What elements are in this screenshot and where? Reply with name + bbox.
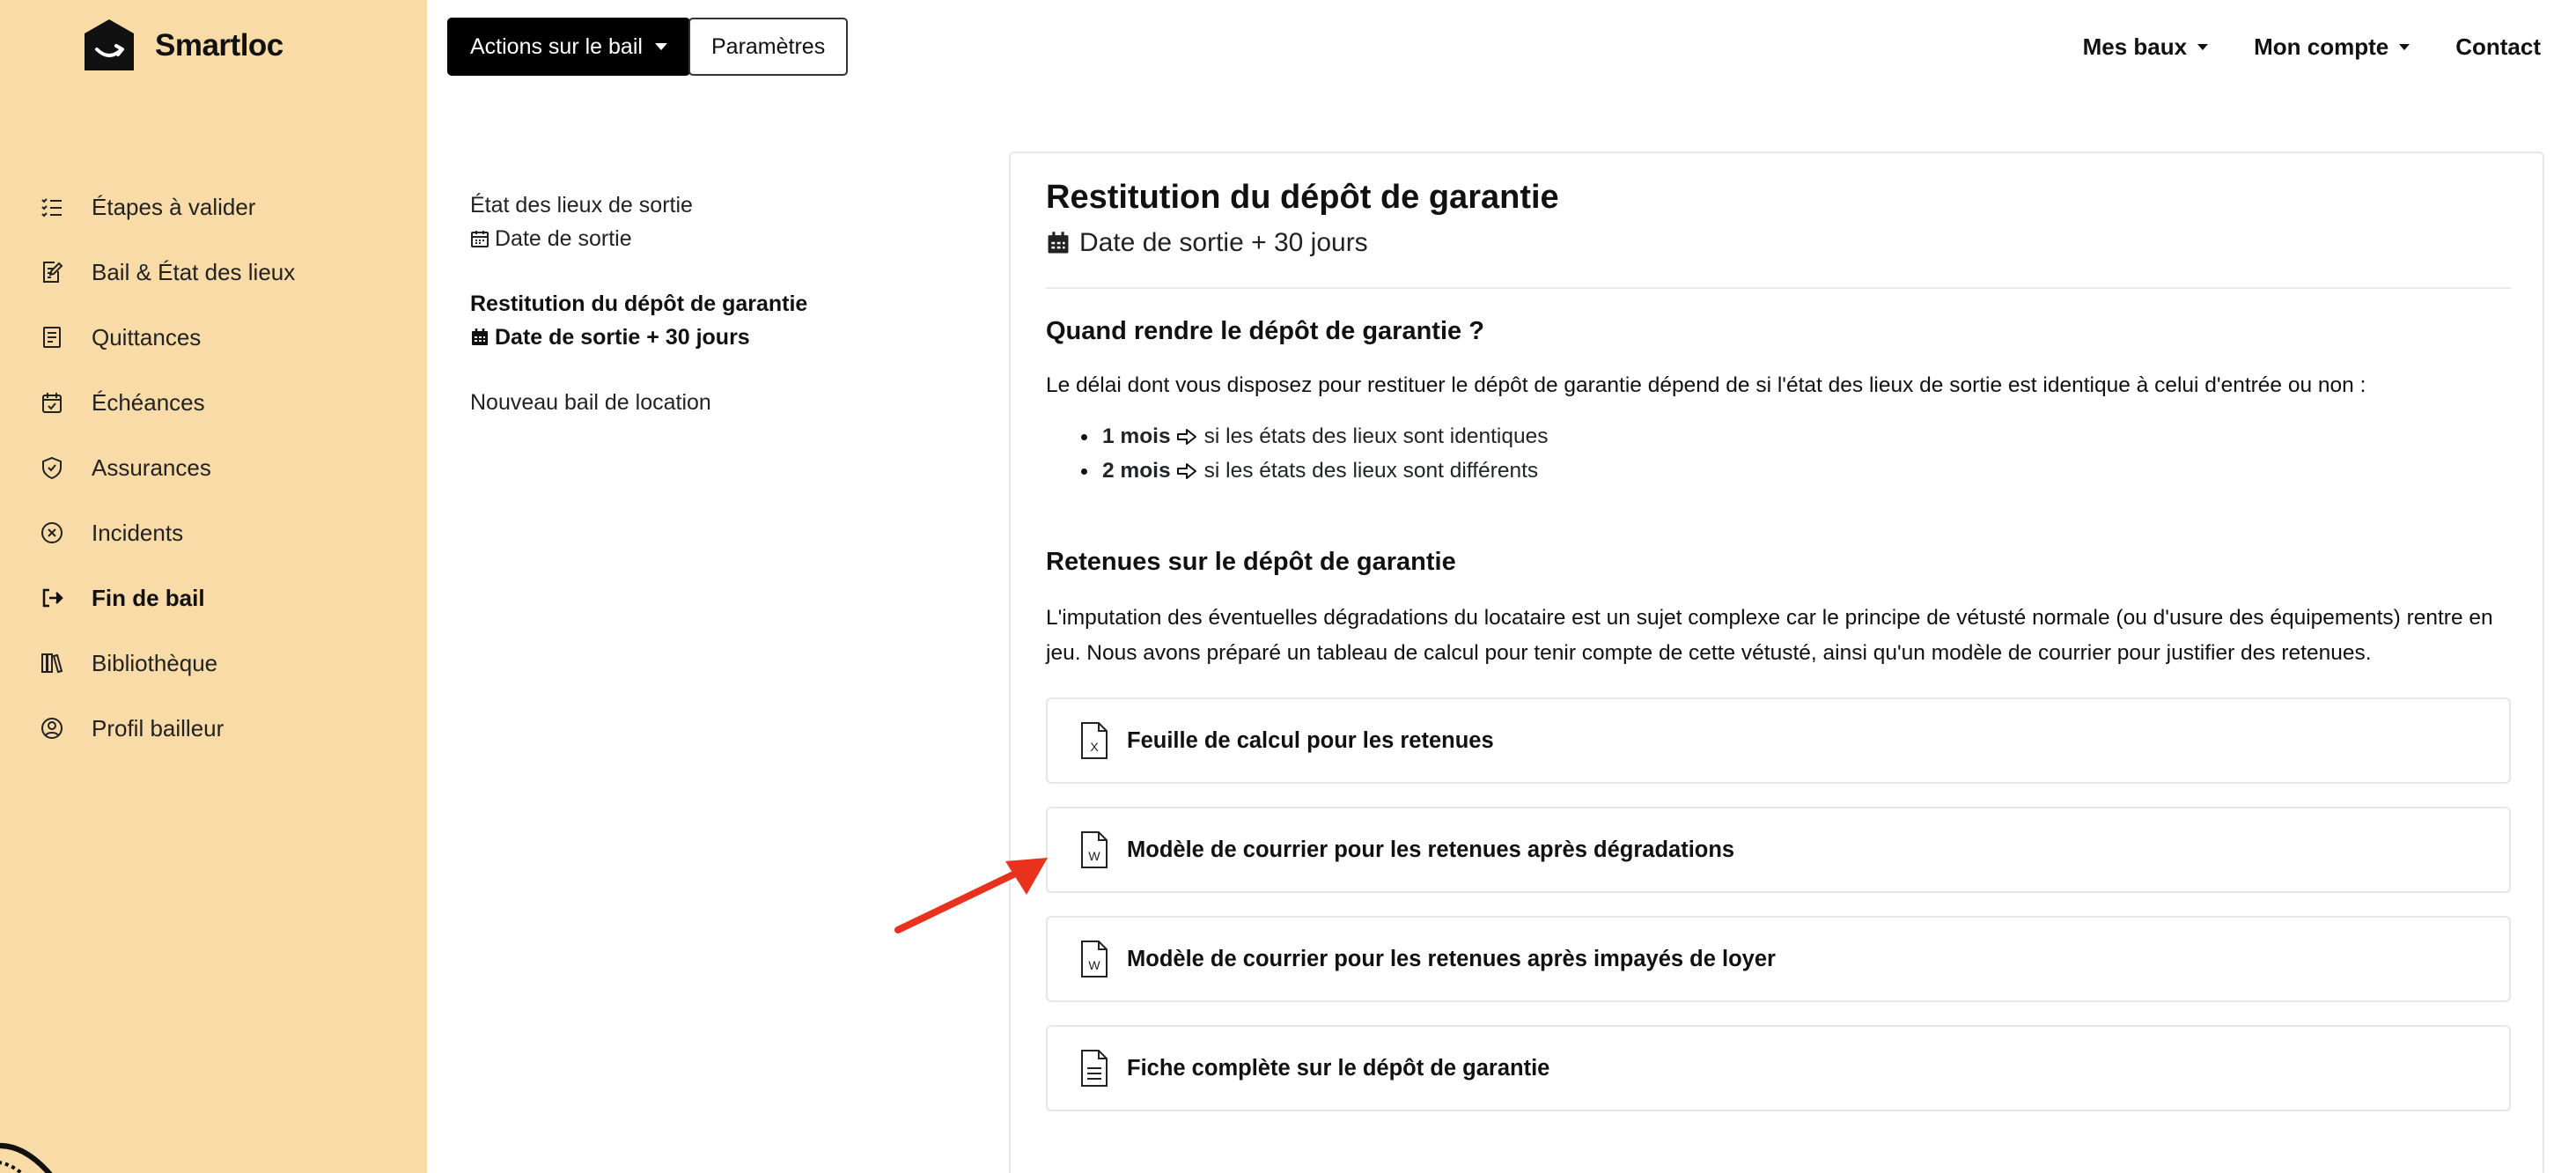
sidebar-item-label: Profil bailleur — [92, 714, 224, 741]
document-link-degradations[interactable] — [1046, 807, 2511, 893]
timeline-step-title: Nouveau bail de location — [470, 390, 711, 415]
annotation-arrow-icon — [893, 854, 1051, 942]
topnav-label: Mon compte — [2254, 33, 2389, 60]
shield-icon — [39, 454, 65, 481]
sidebar-item-label: Étapes à valider — [92, 193, 256, 220]
delay-list — [1102, 419, 2511, 488]
arrow-right-icon — [1176, 461, 1197, 481]
word-file-icon — [1079, 830, 1109, 869]
user-circle-icon — [39, 715, 65, 741]
page-subtitle-text: Date de sortie + 30 jours — [1079, 228, 1368, 257]
calendar-icon — [1046, 231, 1071, 255]
books-icon — [39, 650, 65, 676]
word-file-icon — [1079, 940, 1109, 978]
page-subtitle — [1046, 224, 2511, 262]
sidebar-item-label: Quittances — [92, 323, 202, 350]
content-card — [1009, 151, 2544, 1173]
section-title: Retenues sur le dépôt de garantie — [1046, 548, 1456, 576]
parametres-button-label: Paramètres — [711, 33, 826, 59]
document-label: Feuille de calcul pour les retenues — [1127, 727, 1494, 753]
exit-icon — [39, 585, 65, 611]
list-item-text: si les états des lieux sont identiques — [1203, 424, 1549, 448]
sidebar-item-label: Assurances — [92, 454, 211, 481]
sidebar-nav — [35, 174, 423, 761]
timeline-step[interactable] — [470, 188, 963, 255]
section-title: Quand rendre le dépôt de garantie ? — [1046, 317, 1484, 345]
sidebar-item-label: Échéances — [92, 388, 205, 416]
actions-dropdown-button[interactable] — [447, 18, 690, 76]
decorative-doodle — [0, 1118, 97, 1173]
sidebar-item-quittances[interactable] — [35, 305, 423, 370]
receipt-icon — [39, 324, 65, 350]
section-text: L'imputation des éventuelles dégradations du locataire est un sujet complexe car le principe de vétusté normale (ou d'usure des équipements) rentre en jeu. Nous avons préparé un tableau de calcul pour tenir compte de cette vétusté, ainsi qu'un modèle de courrier pour justifier des retenues. — [1046, 606, 2493, 665]
circle-x-icon — [39, 520, 65, 546]
sidebar — [0, 0, 427, 1173]
text-file-icon — [1079, 1049, 1109, 1088]
document-label: Modèle de courrier pour les retenues après impayés de loyer — [1127, 946, 1776, 971]
parametres-button[interactable] — [688, 18, 848, 76]
sidebar-item-bail[interactable] — [35, 240, 423, 305]
svg-text:W: W — [1088, 958, 1100, 972]
document-link-fiche[interactable] — [1046, 1025, 2511, 1111]
list-item-bold: 2 mois — [1102, 459, 1171, 483]
list-item-bold: 1 mois — [1102, 424, 1171, 448]
calendar-icon — [470, 229, 489, 248]
caret-down-icon — [2197, 44, 2208, 50]
calendar-check-icon — [39, 389, 65, 416]
document-label: Fiche complète sur le dépôt de garantie — [1127, 1055, 1550, 1081]
timeline-step[interactable] — [470, 386, 963, 419]
document-list — [1046, 697, 2511, 1111]
sidebar-item-assurances[interactable] — [35, 435, 423, 500]
sidebar-item-incidents[interactable] — [35, 500, 423, 565]
caret-down-icon — [655, 43, 667, 50]
excel-file-icon — [1079, 721, 1109, 760]
timeline — [470, 188, 963, 451]
document-link-impayes[interactable] — [1046, 916, 2511, 1002]
list-item-text: si les états des lieux sont différents — [1203, 459, 1539, 483]
timeline-step-date-text: Date de sortie + 30 jours — [495, 325, 750, 350]
sidebar-item-profil[interactable] — [35, 696, 423, 761]
topnav-label: Mes baux — [2082, 33, 2188, 60]
timeline-step-active[interactable] — [470, 287, 963, 354]
sidebar-item-label: Incidents — [92, 519, 184, 546]
sidebar-item-label: Bail & État des lieux — [92, 258, 296, 285]
top-navigation — [2083, 33, 2541, 61]
sidebar-item-bibliotheque[interactable] — [35, 631, 423, 696]
brand-name: Smartloc — [155, 28, 283, 63]
arrow-right-icon — [1176, 427, 1197, 446]
sidebar-item-echeances[interactable] — [35, 370, 423, 435]
timeline-step-date — [470, 321, 963, 354]
document-link-calcul[interactable] — [1046, 697, 2511, 784]
sidebar-item-fin-de-bail[interactable] — [35, 565, 423, 631]
svg-text:X: X — [1090, 740, 1099, 754]
topnav-contact[interactable] — [2455, 33, 2541, 61]
document-label: Modèle de courrier pour les retenues après dégradations — [1127, 837, 1735, 862]
timeline-step-title: État des lieux de sortie — [470, 193, 693, 218]
divider — [1046, 287, 2511, 289]
caret-down-icon — [2399, 44, 2410, 50]
house-logo-icon — [81, 18, 137, 74]
checklist-icon — [39, 194, 65, 220]
list-item — [1102, 454, 2511, 488]
timeline-step-date-text: Date de sortie — [495, 226, 632, 251]
sidebar-item-label: Fin de bail — [92, 584, 205, 611]
sidebar-item-label: Bibliothèque — [92, 649, 218, 676]
topnav-label: Contact — [2455, 33, 2541, 60]
edit-document-icon — [39, 259, 65, 285]
sidebar-item-etapes[interactable] — [35, 174, 423, 240]
timeline-step-title: Restitution du dépôt de garantie — [470, 291, 808, 316]
svg-text:W: W — [1088, 849, 1100, 863]
section-text: Le délai dont vous disposez pour restituer le dépôt de garantie dépend de si l'état des lieux de sortie est identique à celui d'entrée ou non : — [1046, 373, 2366, 397]
actions-button-label: Actions sur le bail — [470, 33, 643, 59]
page-title: Restitution du dépôt de garantie — [1046, 179, 1559, 216]
calendar-icon — [470, 328, 489, 347]
timeline-step-date — [470, 222, 963, 255]
brand-logo[interactable] — [81, 18, 283, 74]
list-item — [1102, 419, 2511, 454]
topnav-mon-compte[interactable] — [2254, 33, 2410, 61]
topnav-mes-baux[interactable] — [2083, 33, 2209, 61]
